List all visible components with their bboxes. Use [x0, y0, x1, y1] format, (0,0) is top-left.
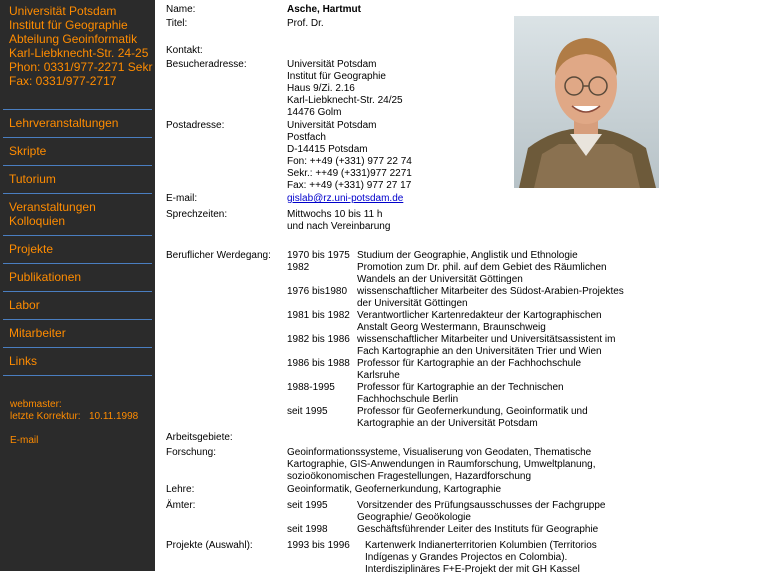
- career-year: 1982 bis 1986: [287, 334, 350, 345]
- office-hours-line: Mittwochs 10 bis 11 h: [287, 209, 383, 220]
- career-label: Beruflicher Werdegang:: [166, 250, 271, 261]
- nav-item-tutorium[interactable]: Tutorium: [3, 165, 152, 193]
- address-line: Karl-Liebknecht-Str. 24-25: [9, 46, 149, 60]
- career-description: Wandels an der Universität Göttingen: [357, 274, 523, 285]
- career-description: Professor für Kartographie an der Fachhochschule: [357, 358, 582, 369]
- nav-item-projekte[interactable]: Projekte: [3, 235, 152, 263]
- address-line: Abteilung Geoinformatik: [9, 32, 138, 46]
- office-hours-line: und nach Vereinbarung: [287, 221, 391, 232]
- correction-label: letzte Korrektur:: [10, 411, 81, 422]
- career-year: 1988-1995: [287, 382, 335, 393]
- office-year: seit 1998: [287, 524, 328, 535]
- office-year: seit 1995: [287, 500, 328, 511]
- sidebar: [0, 0, 155, 571]
- project-description: Kartenwerk Indianerterritorien Kolumbien (Territorios: [365, 540, 597, 551]
- career-year: 1981 bis 1982: [287, 310, 350, 321]
- name-label: Name:: [166, 4, 196, 15]
- career-description: Verantwortlicher Kartenredakteur der Kartographischen: [357, 310, 602, 321]
- nav-item-skripte[interactable]: Skripte: [3, 137, 152, 165]
- career-description: Promotion zum Dr. phil. auf dem Gebiet des Räumlichen: [357, 262, 607, 273]
- contact-label: Kontakt:: [166, 45, 203, 56]
- project-year: 1993 bis 1996: [287, 540, 350, 551]
- nav-item-labor[interactable]: Labor: [3, 291, 152, 319]
- post-address-line: Universität Potsdam: [287, 120, 377, 131]
- career-description: Professor für Geofernerkundung, Geoinformatik und: [357, 406, 588, 417]
- career-description: wissenschaftlicher Mitarbeiter und Universitätsassistent im: [357, 334, 616, 345]
- person-name: Asche, Hartmut: [287, 4, 361, 15]
- visit-address-line: 14476 Golm: [287, 107, 342, 118]
- career-description: Fach Kartographie an den Universitäten Trier und Wien: [357, 346, 602, 357]
- career-description: Anstalt Georg Westermann, Braunschweig: [357, 322, 546, 333]
- projects-label: Projekte (Auswahl):: [166, 540, 253, 551]
- research-line: Geoinformationssysteme, Visualiserung von Geodaten, Thematische: [287, 447, 592, 458]
- career-description: Professor für Kartographie an der Technischen: [357, 382, 564, 393]
- nav-item-publikationen[interactable]: Publikationen: [3, 263, 152, 291]
- institution-address: [9, 4, 155, 88]
- webmaster-info: [10, 399, 138, 423]
- project-description: Interdisziplinäres F+E-Projekt der mit GH Kassel: [365, 564, 580, 575]
- career-description: Karlsruhe: [357, 370, 400, 381]
- nav-item-veranstaltungen-kolloquien[interactable]: Veranstaltungen Kolloquien: [3, 193, 152, 235]
- visit-address-label: Besucheradresse:: [166, 59, 247, 70]
- visit-address-line: Institut für Geographie: [287, 71, 386, 82]
- career-description: Fachhochschule Berlin: [357, 394, 459, 405]
- address-line: Universität Potsdam: [9, 4, 117, 18]
- office-hours-label: Sprechzeiten:: [166, 209, 228, 220]
- teaching-value: Geoinformatik, Geofernerkundung, Kartographie: [287, 484, 502, 495]
- visit-address-line: Universität Potsdam: [287, 59, 377, 70]
- post-address-line: Sekr.: ++49 (+331)977 2271: [287, 168, 412, 179]
- offices-label: Ämter:: [166, 500, 196, 511]
- career-year: 1970 bis 1975: [287, 250, 350, 261]
- career-description: Kartographie an der Universität Potsdam: [357, 418, 538, 429]
- career-description: wissenschaftlicher Mitarbeiter des Südost-Arabien-Projektes: [357, 286, 624, 297]
- teaching-label: Lehre:: [166, 484, 195, 495]
- title-label: Titel:: [166, 18, 188, 29]
- nav-item-lehrveranstaltungen[interactable]: Lehrveranstaltungen: [3, 109, 152, 137]
- career-year: 1986 bis 1988: [287, 358, 350, 369]
- email-link[interactable]: E-mail: [10, 435, 39, 446]
- person-title: Prof. Dr.: [287, 18, 324, 29]
- project-description: Indígenas y Grandes Projectos en Colombia).: [365, 552, 568, 563]
- office-description: Vorsitzender des Prüfungsausschusses der Fachgruppe: [357, 500, 606, 511]
- visit-address-line: Karl-Liebknecht-Str. 24/25: [287, 95, 403, 106]
- address-line: Phon: 0331/977-2271 Sekr: [9, 60, 153, 74]
- main-navigation: [3, 109, 152, 376]
- post-address-line: D-14415 Potsdam: [287, 144, 368, 155]
- post-address-line: Postfach: [287, 132, 326, 143]
- office-description: Geschäftsführender Leiter des Instituts für Geographie: [357, 524, 599, 535]
- work-areas-label: Arbeitsgebiete:: [166, 432, 233, 443]
- email-label: E-mail:: [166, 193, 198, 204]
- career-description: Studium der Geographie, Anglistik und Ethnologie: [357, 250, 578, 261]
- research-label: Forschung:: [166, 447, 217, 458]
- career-year: 1976 bis1980: [287, 286, 348, 297]
- nav-item-links[interactable]: Links: [3, 347, 152, 376]
- research-line: sozioökonomischen Fragestellungen, Hazardforschung: [287, 471, 532, 482]
- portrait-photo: [514, 16, 659, 188]
- email-address-link[interactable]: gislab@rz.uni-potsdam.de: [287, 193, 404, 204]
- post-address-line: Fax: ++49 (+331) 977 27 17: [287, 180, 412, 191]
- visit-address-line: Haus 9/Zi. 2.16: [287, 83, 355, 94]
- correction-date: 10.11.1998: [88, 411, 139, 422]
- career-year: 1982: [287, 262, 310, 273]
- post-address-label: Postadresse:: [166, 120, 225, 131]
- webmaster-label[interactable]: webmaster:: [10, 399, 62, 410]
- post-address-line: Fon: ++49 (+331) 977 22 74: [287, 156, 412, 167]
- nav-item-mitarbeiter[interactable]: Mitarbeiter: [3, 319, 152, 347]
- career-description: der Universität Göttingen: [357, 298, 468, 309]
- address-line: Fax: 0331/977-2717: [9, 74, 117, 88]
- career-year: seit 1995: [287, 406, 328, 417]
- research-line: Kartographie, GIS-Anwendungen in Raumforschung, Umweltplanung,: [287, 459, 596, 470]
- address-line: Institut für Geographie: [9, 18, 128, 32]
- office-description: Geographie/ Geoökologie: [357, 512, 471, 523]
